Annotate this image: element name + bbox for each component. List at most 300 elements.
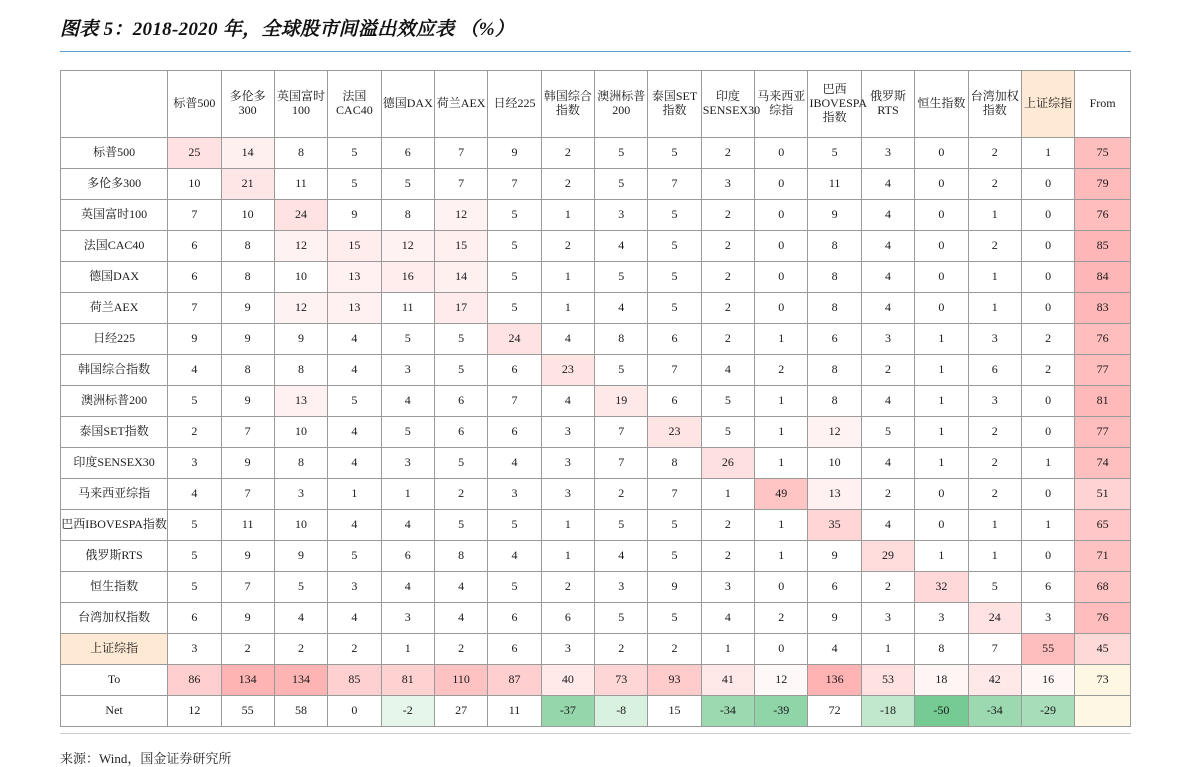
net-cell: -34 [701, 696, 754, 727]
data-cell: 6 [1021, 572, 1074, 603]
data-cell: 5 [861, 417, 914, 448]
data-cell: 21 [221, 169, 274, 200]
data-cell: 1 [755, 386, 808, 417]
row-header: 法国CAC40 [61, 231, 168, 262]
data-cell: 7 [595, 448, 648, 479]
data-cell: 4 [168, 479, 221, 510]
data-cell: 4 [861, 510, 914, 541]
data-cell: 2 [274, 634, 327, 665]
data-cell: 2 [861, 572, 914, 603]
data-cell: 8 [221, 355, 274, 386]
data-cell: 0 [1021, 169, 1074, 200]
data-cell: 5 [648, 541, 701, 572]
net-cell: -39 [755, 696, 808, 727]
to-row [61, 665, 1131, 696]
data-cell: 5 [595, 603, 648, 634]
data-cell: 1 [915, 324, 968, 355]
data-cell: 5 [328, 541, 381, 572]
from-cell: 76 [1075, 200, 1131, 231]
data-cell: 5 [488, 231, 541, 262]
row-header: 泰国SET指数 [61, 417, 168, 448]
data-cell: 0 [1021, 200, 1074, 231]
from-cell: 84 [1075, 262, 1131, 293]
data-cell: 2 [701, 324, 754, 355]
data-cell: 4 [541, 386, 594, 417]
data-cell: 7 [221, 417, 274, 448]
to-cell: 41 [701, 665, 754, 696]
data-cell: 2 [434, 479, 487, 510]
net-cell: -18 [861, 696, 914, 727]
data-cell: 9 [221, 324, 274, 355]
from-cell: 83 [1075, 293, 1131, 324]
data-cell: 4 [434, 603, 487, 634]
data-cell: 5 [648, 510, 701, 541]
row-header: 上证综指 [61, 634, 168, 665]
data-cell: 5 [328, 169, 381, 200]
data-cell: 4 [274, 603, 327, 634]
data-cell: 5 [488, 572, 541, 603]
data-cell: 4 [861, 231, 914, 262]
data-cell: 0 [915, 479, 968, 510]
row-header: 巴西IBOVESPA指数 [61, 510, 168, 541]
data-cell: 10 [274, 262, 327, 293]
from-cell: 79 [1075, 169, 1131, 200]
data-cell: 10 [221, 200, 274, 231]
from-cell: 45 [1075, 634, 1131, 665]
data-cell: 2 [701, 262, 754, 293]
data-cell: 1 [755, 417, 808, 448]
to-cell: 93 [648, 665, 701, 696]
table-row [61, 479, 1131, 510]
data-cell: 6 [434, 417, 487, 448]
data-cell: 10 [274, 417, 327, 448]
data-cell: 9 [221, 541, 274, 572]
data-cell: 9 [648, 572, 701, 603]
data-cell: 2 [968, 169, 1021, 200]
spillover-table-wrapper [60, 70, 1131, 727]
data-cell: 6 [488, 634, 541, 665]
data-cell: 1 [701, 634, 754, 665]
net-total-cell [1075, 696, 1131, 727]
data-cell: 2 [861, 479, 914, 510]
data-cell: 2 [648, 634, 701, 665]
data-cell: 5 [648, 231, 701, 262]
data-cell: 8 [221, 231, 274, 262]
data-cell: 4 [328, 510, 381, 541]
data-cell: 8 [808, 231, 861, 262]
data-cell: 5 [488, 262, 541, 293]
data-cell: 3 [381, 448, 434, 479]
data-cell: 5 [595, 262, 648, 293]
data-cell: 9 [328, 200, 381, 231]
net-cell: 72 [808, 696, 861, 727]
data-cell: 0 [755, 138, 808, 169]
data-cell: 6 [648, 324, 701, 355]
data-cell: 1 [968, 510, 1021, 541]
table-row [61, 603, 1131, 634]
to-cell: 85 [328, 665, 381, 696]
data-cell: 24 [968, 603, 1021, 634]
net-cell: -37 [541, 696, 594, 727]
net-cell: 55 [221, 696, 274, 727]
column-header: 法国CAC40 [328, 71, 381, 138]
data-cell: 3 [488, 479, 541, 510]
data-cell: 5 [328, 138, 381, 169]
data-cell: 8 [808, 355, 861, 386]
footer-divider [60, 733, 1131, 734]
to-cell: 134 [221, 665, 274, 696]
data-cell: 2 [968, 138, 1021, 169]
data-cell: 4 [381, 572, 434, 603]
table-row [61, 541, 1131, 572]
data-cell: 1 [328, 479, 381, 510]
data-cell: 5 [595, 355, 648, 386]
data-cell: 4 [861, 200, 914, 231]
data-cell: 1 [755, 324, 808, 355]
data-cell: 13 [274, 386, 327, 417]
data-cell: 0 [915, 231, 968, 262]
to-cell: 81 [381, 665, 434, 696]
data-cell: 9 [221, 448, 274, 479]
data-cell: 1 [755, 510, 808, 541]
data-cell: 2 [701, 293, 754, 324]
data-cell: 0 [1021, 231, 1074, 262]
data-cell: 2 [968, 231, 1021, 262]
data-cell: 23 [541, 355, 594, 386]
data-cell: 0 [915, 262, 968, 293]
data-cell: 11 [381, 293, 434, 324]
data-cell: 0 [915, 293, 968, 324]
to-cell: 16 [1021, 665, 1074, 696]
net-cell: -34 [968, 696, 1021, 727]
from-cell: 74 [1075, 448, 1131, 479]
data-cell: 5 [648, 200, 701, 231]
data-cell: 3 [861, 138, 914, 169]
data-cell: 11 [808, 169, 861, 200]
data-cell: 4 [701, 355, 754, 386]
data-cell: 4 [595, 231, 648, 262]
data-cell: 5 [274, 572, 327, 603]
to-cell: 134 [274, 665, 327, 696]
row-header: 印度SENSEX30 [61, 448, 168, 479]
data-cell: 1 [701, 479, 754, 510]
data-cell: 9 [488, 138, 541, 169]
data-cell: 5 [434, 448, 487, 479]
data-cell: 4 [381, 386, 434, 417]
data-cell: 2 [701, 510, 754, 541]
data-cell: 1 [755, 541, 808, 572]
data-cell: 1 [541, 541, 594, 572]
row-header: 英国富时100 [61, 200, 168, 231]
data-cell: 0 [755, 634, 808, 665]
data-cell: 5 [595, 169, 648, 200]
table-row [61, 355, 1131, 386]
row-header: 台湾加权指数 [61, 603, 168, 634]
table-row [61, 510, 1131, 541]
column-header: 泰国SET指数 [648, 71, 701, 138]
data-cell: 4 [381, 510, 434, 541]
data-cell: 29 [861, 541, 914, 572]
data-cell: 3 [968, 386, 1021, 417]
from-cell: 51 [1075, 479, 1131, 510]
data-cell: 3 [701, 572, 754, 603]
to-cell: 12 [755, 665, 808, 696]
data-cell: 10 [274, 510, 327, 541]
table-row [61, 634, 1131, 665]
from-cell: 77 [1075, 417, 1131, 448]
row-header: 标普500 [61, 138, 168, 169]
data-cell: 6 [434, 386, 487, 417]
data-cell: 2 [541, 572, 594, 603]
data-cell: 8 [648, 448, 701, 479]
data-cell: 6 [168, 262, 221, 293]
from-cell: 85 [1075, 231, 1131, 262]
from-cell: 75 [1075, 138, 1131, 169]
data-cell: 7 [221, 479, 274, 510]
data-cell: 0 [1021, 293, 1074, 324]
row-header: 多伦多300 [61, 169, 168, 200]
data-cell: 9 [221, 386, 274, 417]
net-cell: -2 [381, 696, 434, 727]
data-cell: 4 [808, 634, 861, 665]
table-row [61, 200, 1131, 231]
data-cell: 4 [861, 169, 914, 200]
data-cell: 5 [168, 386, 221, 417]
table-row [61, 293, 1131, 324]
data-cell: 0 [1021, 541, 1074, 572]
data-cell: 5 [381, 169, 434, 200]
data-cell: 3 [541, 417, 594, 448]
data-cell: 1 [755, 448, 808, 479]
data-cell: 5 [648, 138, 701, 169]
data-cell: 2 [595, 634, 648, 665]
data-cell: 0 [915, 200, 968, 231]
data-cell: 6 [168, 603, 221, 634]
column-header: 多伦多300 [221, 71, 274, 138]
row-header: 韩国综合指数 [61, 355, 168, 386]
data-cell: 4 [488, 541, 541, 572]
data-cell: 35 [808, 510, 861, 541]
data-cell: 5 [168, 572, 221, 603]
data-cell: 4 [595, 541, 648, 572]
data-cell: 2 [1021, 355, 1074, 386]
data-cell: 8 [915, 634, 968, 665]
data-cell: 4 [328, 603, 381, 634]
data-cell: 2 [328, 634, 381, 665]
data-cell: 2 [168, 417, 221, 448]
data-cell: 2 [541, 169, 594, 200]
data-cell: 4 [595, 293, 648, 324]
data-cell: 0 [755, 169, 808, 200]
net-row [61, 696, 1131, 727]
to-cell: 40 [541, 665, 594, 696]
net-cell: 15 [648, 696, 701, 727]
net-cell: 12 [168, 696, 221, 727]
data-cell: 3 [541, 479, 594, 510]
data-cell: 19 [595, 386, 648, 417]
row-header: 马来西亚综指 [61, 479, 168, 510]
data-cell: 2 [861, 355, 914, 386]
data-cell: 6 [808, 572, 861, 603]
data-cell: 0 [755, 293, 808, 324]
data-cell: 9 [808, 541, 861, 572]
data-cell: 2 [968, 448, 1021, 479]
data-cell: 1 [1021, 138, 1074, 169]
data-cell: 55 [1021, 634, 1074, 665]
data-cell: 9 [808, 603, 861, 634]
data-cell: 1 [541, 293, 594, 324]
data-cell: 4 [328, 448, 381, 479]
data-cell: 15 [328, 231, 381, 262]
data-cell: 5 [488, 510, 541, 541]
table-corner-cell [61, 71, 168, 138]
data-cell: 8 [808, 386, 861, 417]
to-cell: 53 [861, 665, 914, 696]
data-cell: 17 [434, 293, 487, 324]
data-cell: 6 [968, 355, 1021, 386]
data-cell: 5 [488, 293, 541, 324]
data-cell: 8 [808, 293, 861, 324]
data-cell: 4 [861, 448, 914, 479]
from-cell: 76 [1075, 603, 1131, 634]
data-cell: 6 [648, 386, 701, 417]
column-header: 标普500 [168, 71, 221, 138]
data-cell: 14 [221, 138, 274, 169]
to-cell: 110 [434, 665, 487, 696]
data-cell: 7 [648, 355, 701, 386]
data-cell: 3 [541, 448, 594, 479]
data-cell: 2 [434, 634, 487, 665]
title-divider [60, 51, 1131, 52]
data-cell: 8 [434, 541, 487, 572]
net-cell: 0 [328, 696, 381, 727]
data-cell: 6 [488, 355, 541, 386]
data-cell: 13 [328, 262, 381, 293]
to-cell: 136 [808, 665, 861, 696]
data-cell: 3 [861, 603, 914, 634]
data-cell: 2 [221, 634, 274, 665]
data-cell: 3 [328, 572, 381, 603]
data-cell: 3 [541, 634, 594, 665]
column-header-from: From [1075, 71, 1131, 138]
data-cell: 3 [168, 448, 221, 479]
data-cell: 4 [328, 355, 381, 386]
data-cell: 2 [595, 479, 648, 510]
from-cell: 71 [1075, 541, 1131, 572]
data-cell: 10 [168, 169, 221, 200]
data-cell: 9 [808, 200, 861, 231]
data-cell: 3 [595, 200, 648, 231]
data-cell: 3 [915, 603, 968, 634]
column-header: 上证综指 [1021, 71, 1074, 138]
data-cell: 6 [488, 603, 541, 634]
data-cell: 12 [381, 231, 434, 262]
data-cell: 1 [541, 200, 594, 231]
column-header: 英国富时100 [274, 71, 327, 138]
column-header: 俄罗斯RTS [861, 71, 914, 138]
data-cell: 0 [1021, 386, 1074, 417]
data-cell: 5 [648, 262, 701, 293]
data-cell: 4 [328, 324, 381, 355]
data-cell: 2 [701, 200, 754, 231]
row-header: 澳洲标普200 [61, 386, 168, 417]
data-cell: 0 [1021, 479, 1074, 510]
source-note: 来源：Wind，国金证券研究所 [60, 751, 232, 766]
table-row [61, 448, 1131, 479]
data-cell: 6 [381, 138, 434, 169]
data-cell: 7 [488, 169, 541, 200]
data-cell: 7 [221, 572, 274, 603]
data-cell: 3 [168, 634, 221, 665]
data-cell: 7 [595, 417, 648, 448]
data-cell: 3 [381, 355, 434, 386]
data-cell: 2 [755, 355, 808, 386]
from-cell: 68 [1075, 572, 1131, 603]
data-cell: 6 [381, 541, 434, 572]
row-header: 日经225 [61, 324, 168, 355]
data-cell: 0 [915, 138, 968, 169]
data-cell: 9 [274, 324, 327, 355]
to-cell: 42 [968, 665, 1021, 696]
data-cell: 8 [595, 324, 648, 355]
data-cell: 2 [755, 603, 808, 634]
data-cell: 5 [434, 355, 487, 386]
table-row [61, 417, 1131, 448]
data-cell: 1 [381, 634, 434, 665]
net-cell: 27 [434, 696, 487, 727]
data-cell: 9 [221, 603, 274, 634]
data-cell: 12 [434, 200, 487, 231]
data-cell: 8 [808, 262, 861, 293]
data-cell: 25 [168, 138, 221, 169]
data-cell: 1 [968, 293, 1021, 324]
data-cell: 6 [541, 603, 594, 634]
data-cell: 7 [968, 634, 1021, 665]
data-cell: 24 [274, 200, 327, 231]
data-cell: 4 [861, 293, 914, 324]
data-cell: 1 [915, 386, 968, 417]
data-cell: 32 [915, 572, 968, 603]
column-header: 台湾加权指数 [968, 71, 1021, 138]
data-cell: 5 [434, 324, 487, 355]
to-cell: 86 [168, 665, 221, 696]
data-cell: 3 [1021, 603, 1074, 634]
data-cell: 7 [434, 169, 487, 200]
data-cell: 0 [915, 510, 968, 541]
data-cell: 4 [488, 448, 541, 479]
data-cell: 0 [755, 231, 808, 262]
data-cell: 8 [221, 262, 274, 293]
column-header: 马来西亚综指 [755, 71, 808, 138]
data-cell: 10 [808, 448, 861, 479]
data-cell: 4 [861, 262, 914, 293]
data-cell: 12 [274, 293, 327, 324]
data-cell: 1 [381, 479, 434, 510]
page-title: 图表 5：2018-2020 年，全球股市间溢出效应表 （%） [60, 19, 515, 40]
data-cell: 3 [595, 572, 648, 603]
data-cell: 2 [1021, 324, 1074, 355]
column-header: 巴西IBOVESPA指数 [808, 71, 861, 138]
table-header [61, 71, 1131, 138]
data-cell: 15 [434, 231, 487, 262]
table-body [61, 138, 1131, 727]
table-row [61, 231, 1131, 262]
data-cell: 4 [861, 386, 914, 417]
data-cell: 3 [861, 324, 914, 355]
net-cell: 58 [274, 696, 327, 727]
data-cell: 5 [968, 572, 1021, 603]
data-cell: 0 [1021, 417, 1074, 448]
